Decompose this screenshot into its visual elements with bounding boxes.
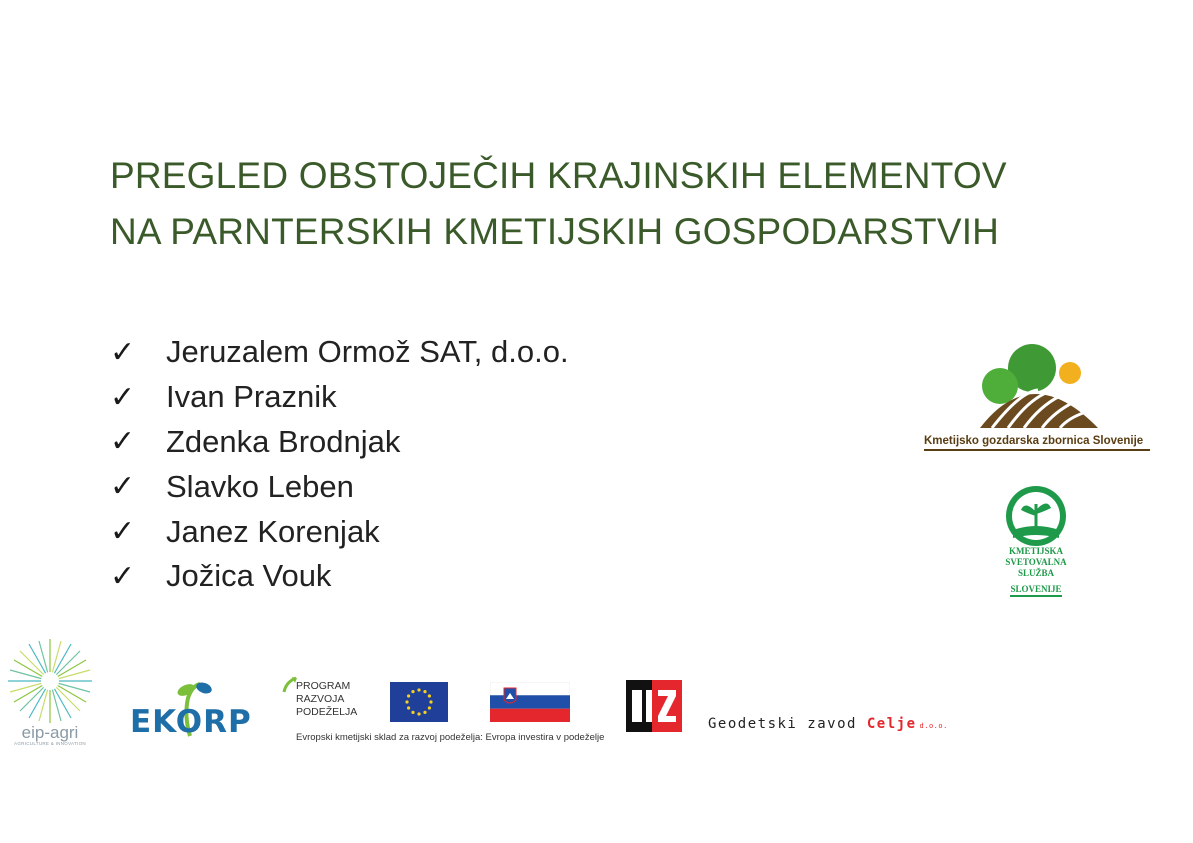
kss-emblem-icon	[1003, 486, 1069, 546]
kss-logo-line-2: SVETOVALNA	[1005, 557, 1067, 567]
gzc-accent: Celje	[866, 716, 917, 732]
list-item: ✓ Zdenka Brodnjak	[110, 423, 401, 460]
slovenia-flag-icon	[490, 682, 570, 722]
check-icon: ✓	[110, 424, 136, 460]
gzc-text: Geodetski zavod	[708, 716, 867, 732]
eip-agri-logo	[4, 636, 96, 756]
page-title	[110, 148, 1110, 260]
check-icon: ✓	[110, 469, 136, 505]
list-item: ✓ Jožica Vouk	[110, 558, 332, 594]
prp-line-1: PROGRAM	[296, 680, 351, 692]
check-icon: ✓	[110, 379, 136, 415]
gzc-logo	[624, 676, 964, 738]
list-item: ✓ Slavko Leben	[110, 468, 354, 505]
title-line-1: PREGLED OBSTOJEČIH KRAJINSKIH ELEMENTOV	[110, 155, 1007, 196]
check-icon: ✓	[110, 334, 136, 370]
ekorp-logo	[128, 676, 252, 746]
prp-logo	[282, 676, 605, 748]
ekorp-wordmark: EKORP	[130, 704, 252, 740]
list-item: ✓ Janez Korenjak	[110, 513, 380, 550]
eu-flag-icon	[390, 682, 448, 722]
prp-line-2: RAZVOJA	[296, 693, 345, 705]
farm-list	[110, 330, 569, 599]
kgzs-logo-text: Kmetijsko gozdarska zbornica Slovenije	[924, 435, 1150, 451]
eip-agri-name: eip-agri	[21, 723, 79, 742]
eip-agri-burst-icon	[5, 636, 95, 726]
list-item: ✓ Ivan Praznik	[110, 379, 337, 415]
kss-logo-line-1: KMETIJSKA	[1008, 546, 1063, 556]
title-line-2: NA PARNTERSKIH KMETIJSKIH GOSPODARSTVIH	[110, 211, 1000, 252]
check-icon: ✓	[110, 514, 136, 550]
kss-logo-line-4: SLOVENIJE	[1010, 584, 1061, 597]
check-icon: ✓	[110, 558, 136, 594]
prp-caption: Evropski kmetijski sklad za razvoj podeželja: Evropa investira v podeželje	[296, 732, 605, 743]
kgzs-emblem-icon	[920, 340, 1155, 430]
kss-logo	[1000, 486, 1072, 606]
kgzs-logo	[920, 340, 1155, 450]
prp-line-3: PODEŽELJA	[296, 706, 358, 718]
kss-logo-line-3: SLUŽBA	[1017, 568, 1054, 578]
gz-emblem-icon	[624, 676, 684, 736]
eip-agri-tagline: AGRICULTURE & INNOVATION	[14, 741, 86, 746]
list-item: ✓ Jeruzalem Ormož SAT, d.o.o.	[110, 334, 569, 370]
gzc-suffix: d.o.o.	[919, 722, 948, 730]
